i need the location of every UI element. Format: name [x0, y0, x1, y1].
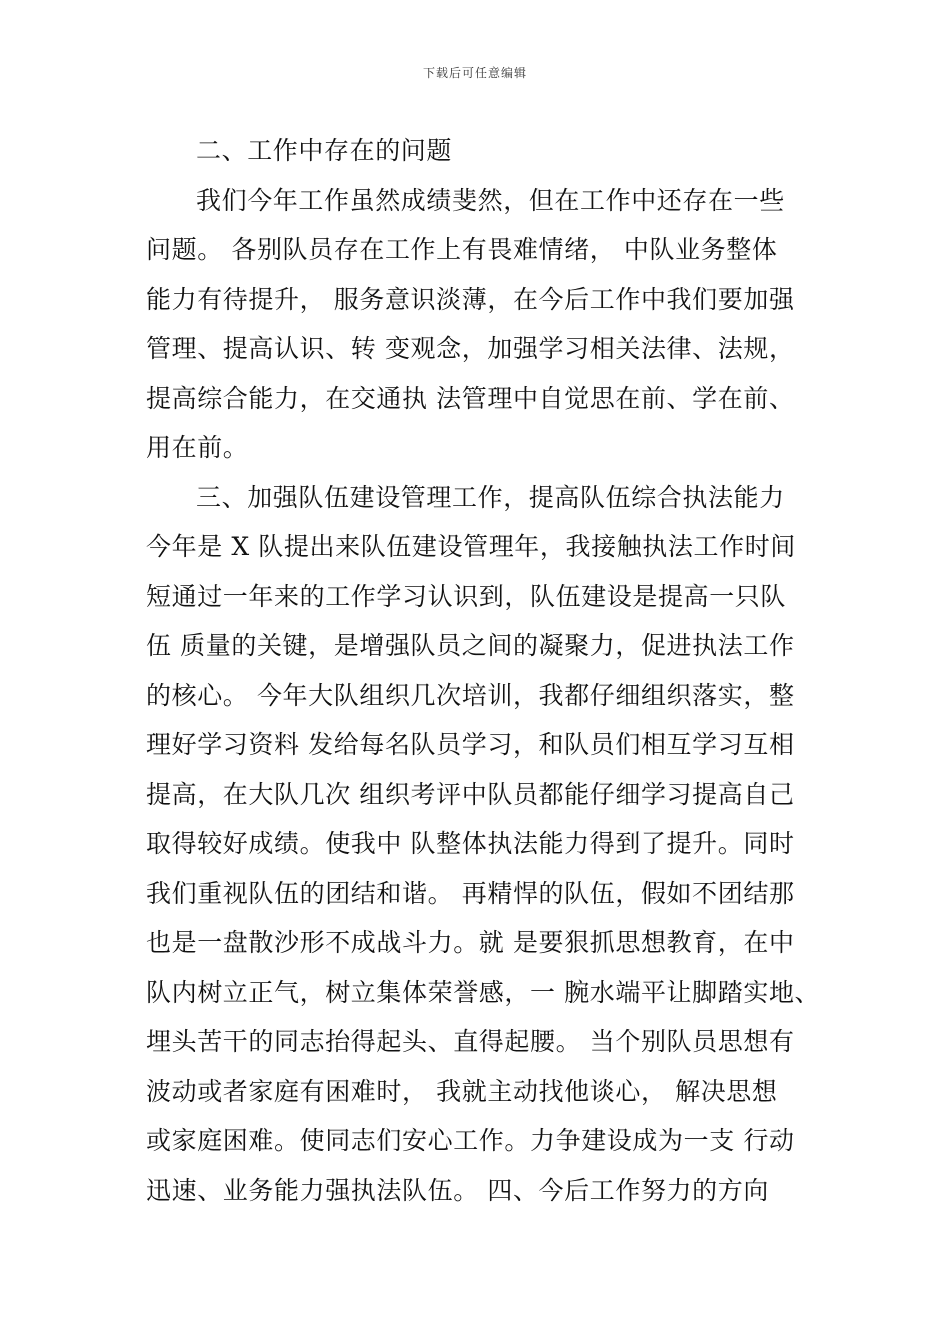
- text-line: 伍 质量的关键，是增强队员之间的凝聚力，促进执法工作: [146, 631, 795, 660]
- text-line: 提高，在大队几次 组织考评中队员都能仔细学习提高自己: [146, 779, 795, 809]
- text-line: 提高综合能力，在交通执 法管理中自觉思在前、学在前、: [146, 383, 795, 413]
- text-line: 我们重视队伍的团结和谐。 再精悍的队伍，假如不团结那: [146, 878, 795, 908]
- text-line: 三、加强队伍建设管理工作，提高队伍综合执法能力: [196, 482, 785, 512]
- text-line: 波动或者家庭有困难时， 我就主动找他谈心， 解决思想: [146, 1076, 778, 1106]
- text-line: 也是一盘散沙形不成战斗力。就 是要狠抓思想教育，在中: [146, 928, 795, 957]
- text-line: 短通过一年来的工作学习认识到，队伍建设是提高一只队: [146, 581, 787, 611]
- text-line: 理好学习资料 发给每名队员学习，和队员们相互学习互相: [146, 730, 795, 759]
- text-line: 问题。 各别队员存在工作上有畏难情绪， 中队业务整体: [146, 235, 778, 264]
- page-header: 下载后可任意编辑: [422, 66, 527, 80]
- text-line: 能力有待提升， 服务意识淡薄，在今后工作中我们要加强: [146, 284, 795, 314]
- text-line: 的核心。 今年大队组织几次培训，我都仔细组织落实，整: [146, 680, 795, 710]
- text-line: 用在前。: [146, 433, 249, 462]
- text-line: 取得较好成绩。使我中 队整体执法能力得到了提升。同时: [146, 829, 795, 858]
- text-line: 队内树立正气，树立集体荣誉感，一 腕水端平让脚踏实地、: [146, 977, 821, 1007]
- text-line: 迅速、业务能力强执法队伍。 四、今后工作努力的方向: [146, 1175, 769, 1205]
- text-line: 今年是 X 队提出来队伍建设管理年，我接触执法工作时间: [146, 532, 796, 561]
- text-line: 二、工作中存在的问题: [196, 136, 453, 165]
- text-line: 我们今年工作虽然成绩斐然，但在工作中还存在一些: [196, 185, 785, 215]
- text-line: 或家庭困难。使同志们安心工作。力争建设成为一支 行动: [146, 1126, 795, 1155]
- text-line: 管理、提高认识、转 变观念，加强学习相关法律、法规，: [146, 334, 795, 363]
- text-line: 埋头苦干的同志抬得起头、直得起腰。 当个别队员思想有: [146, 1027, 795, 1056]
- document-body: [146, 126, 826, 1215]
